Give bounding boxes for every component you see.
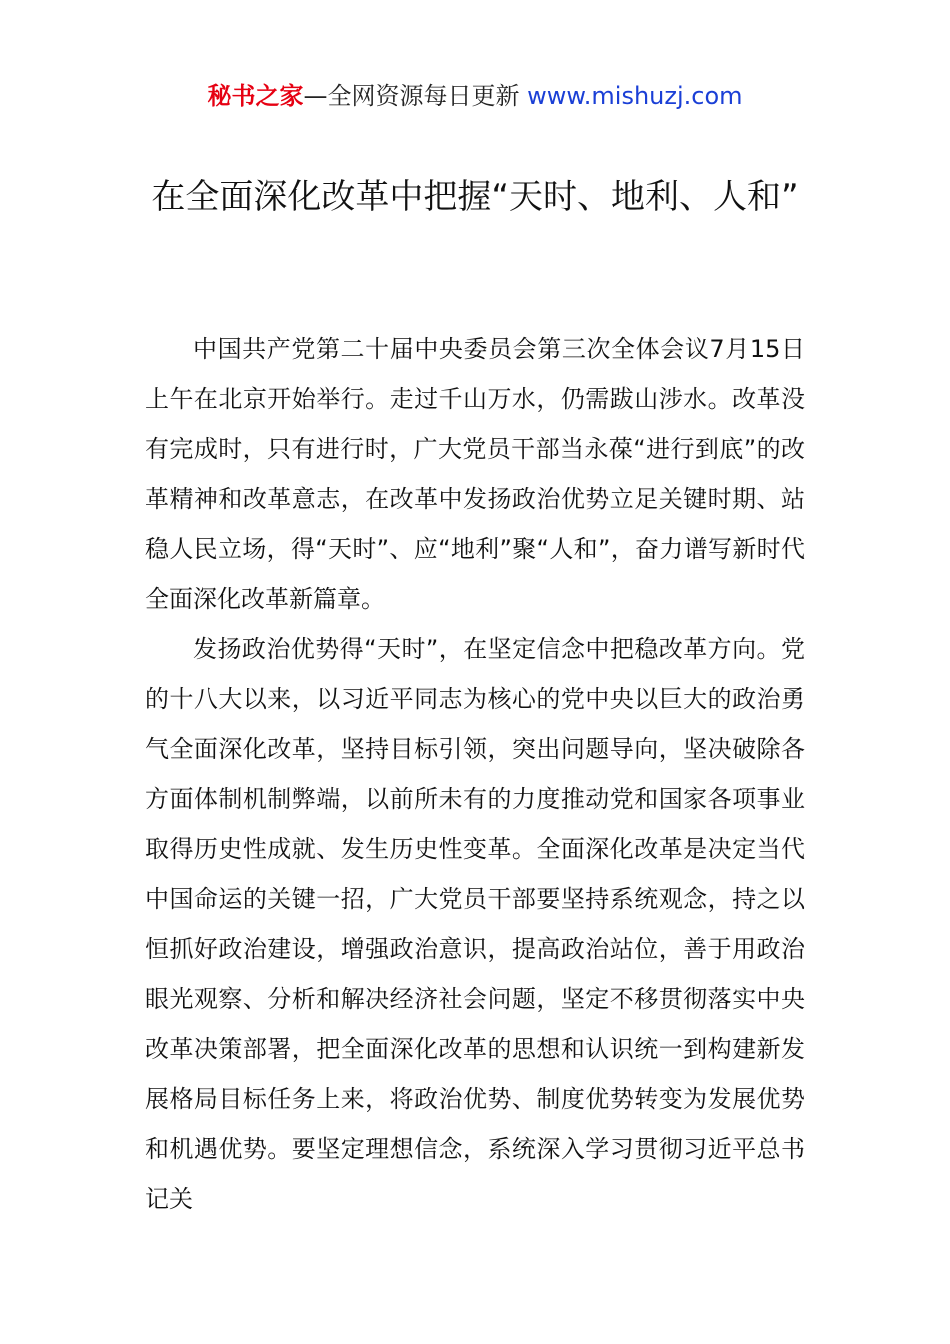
document-body bbox=[145, 324, 805, 1224]
site-header bbox=[0, 80, 950, 112]
paragraph: 发扬政治优势得“天时”，在坚定信念中把稳改革方向。党的十八大以来，以习近平同志为核心的党中央以巨大的政治勇气全面深化改革，坚持目标引领，突出问题导向，坚决破除各方面体制机制弊端，以前所未有的力度推动党和国家各项事业取得历史性成就、发生历史性变革。全面深化改革是决定当代中国命运的关键一招，广大党员干部要坚持系统观念，持之以恒抓好政治建设，增强政治意识，提高政治站位，善于用政治眼光观察、分析和解决经济社会问题，坚定不移贯彻落实中央改革决策部署，把全面深化改革的思想和认识统一到构建新发展格局目标任务上来，将政治优势、制度优势转变为发展优势和机遇优势。要坚定理想信念，系统深入学习贯彻习近平总书记关 bbox=[145, 635, 805, 1213]
paragraph: 中国共产党第二十届中央委员会第三次全体会议7月15日上午在北京开始举行。走过千山万水，仍需跋山涉水。改革没有完成时，只有进行时，广大党员干部当永葆“进行到底”的改革精神和改革意志，在改革中发扬政治优势立足关键时期、站稳人民立场，得“天时”、应“地利”聚“人和”，奋力谱写新时代全面深化改革新篇章。 bbox=[145, 335, 805, 613]
header-slogan: —全网资源每日更新 bbox=[303, 82, 520, 110]
brand-name: 秘书之家 bbox=[207, 82, 304, 110]
site-url-link[interactable]: www.mishuzj.com bbox=[527, 82, 743, 110]
document-title: 在全面深化改革中把握“天时、地利、人和” bbox=[151, 177, 799, 217]
